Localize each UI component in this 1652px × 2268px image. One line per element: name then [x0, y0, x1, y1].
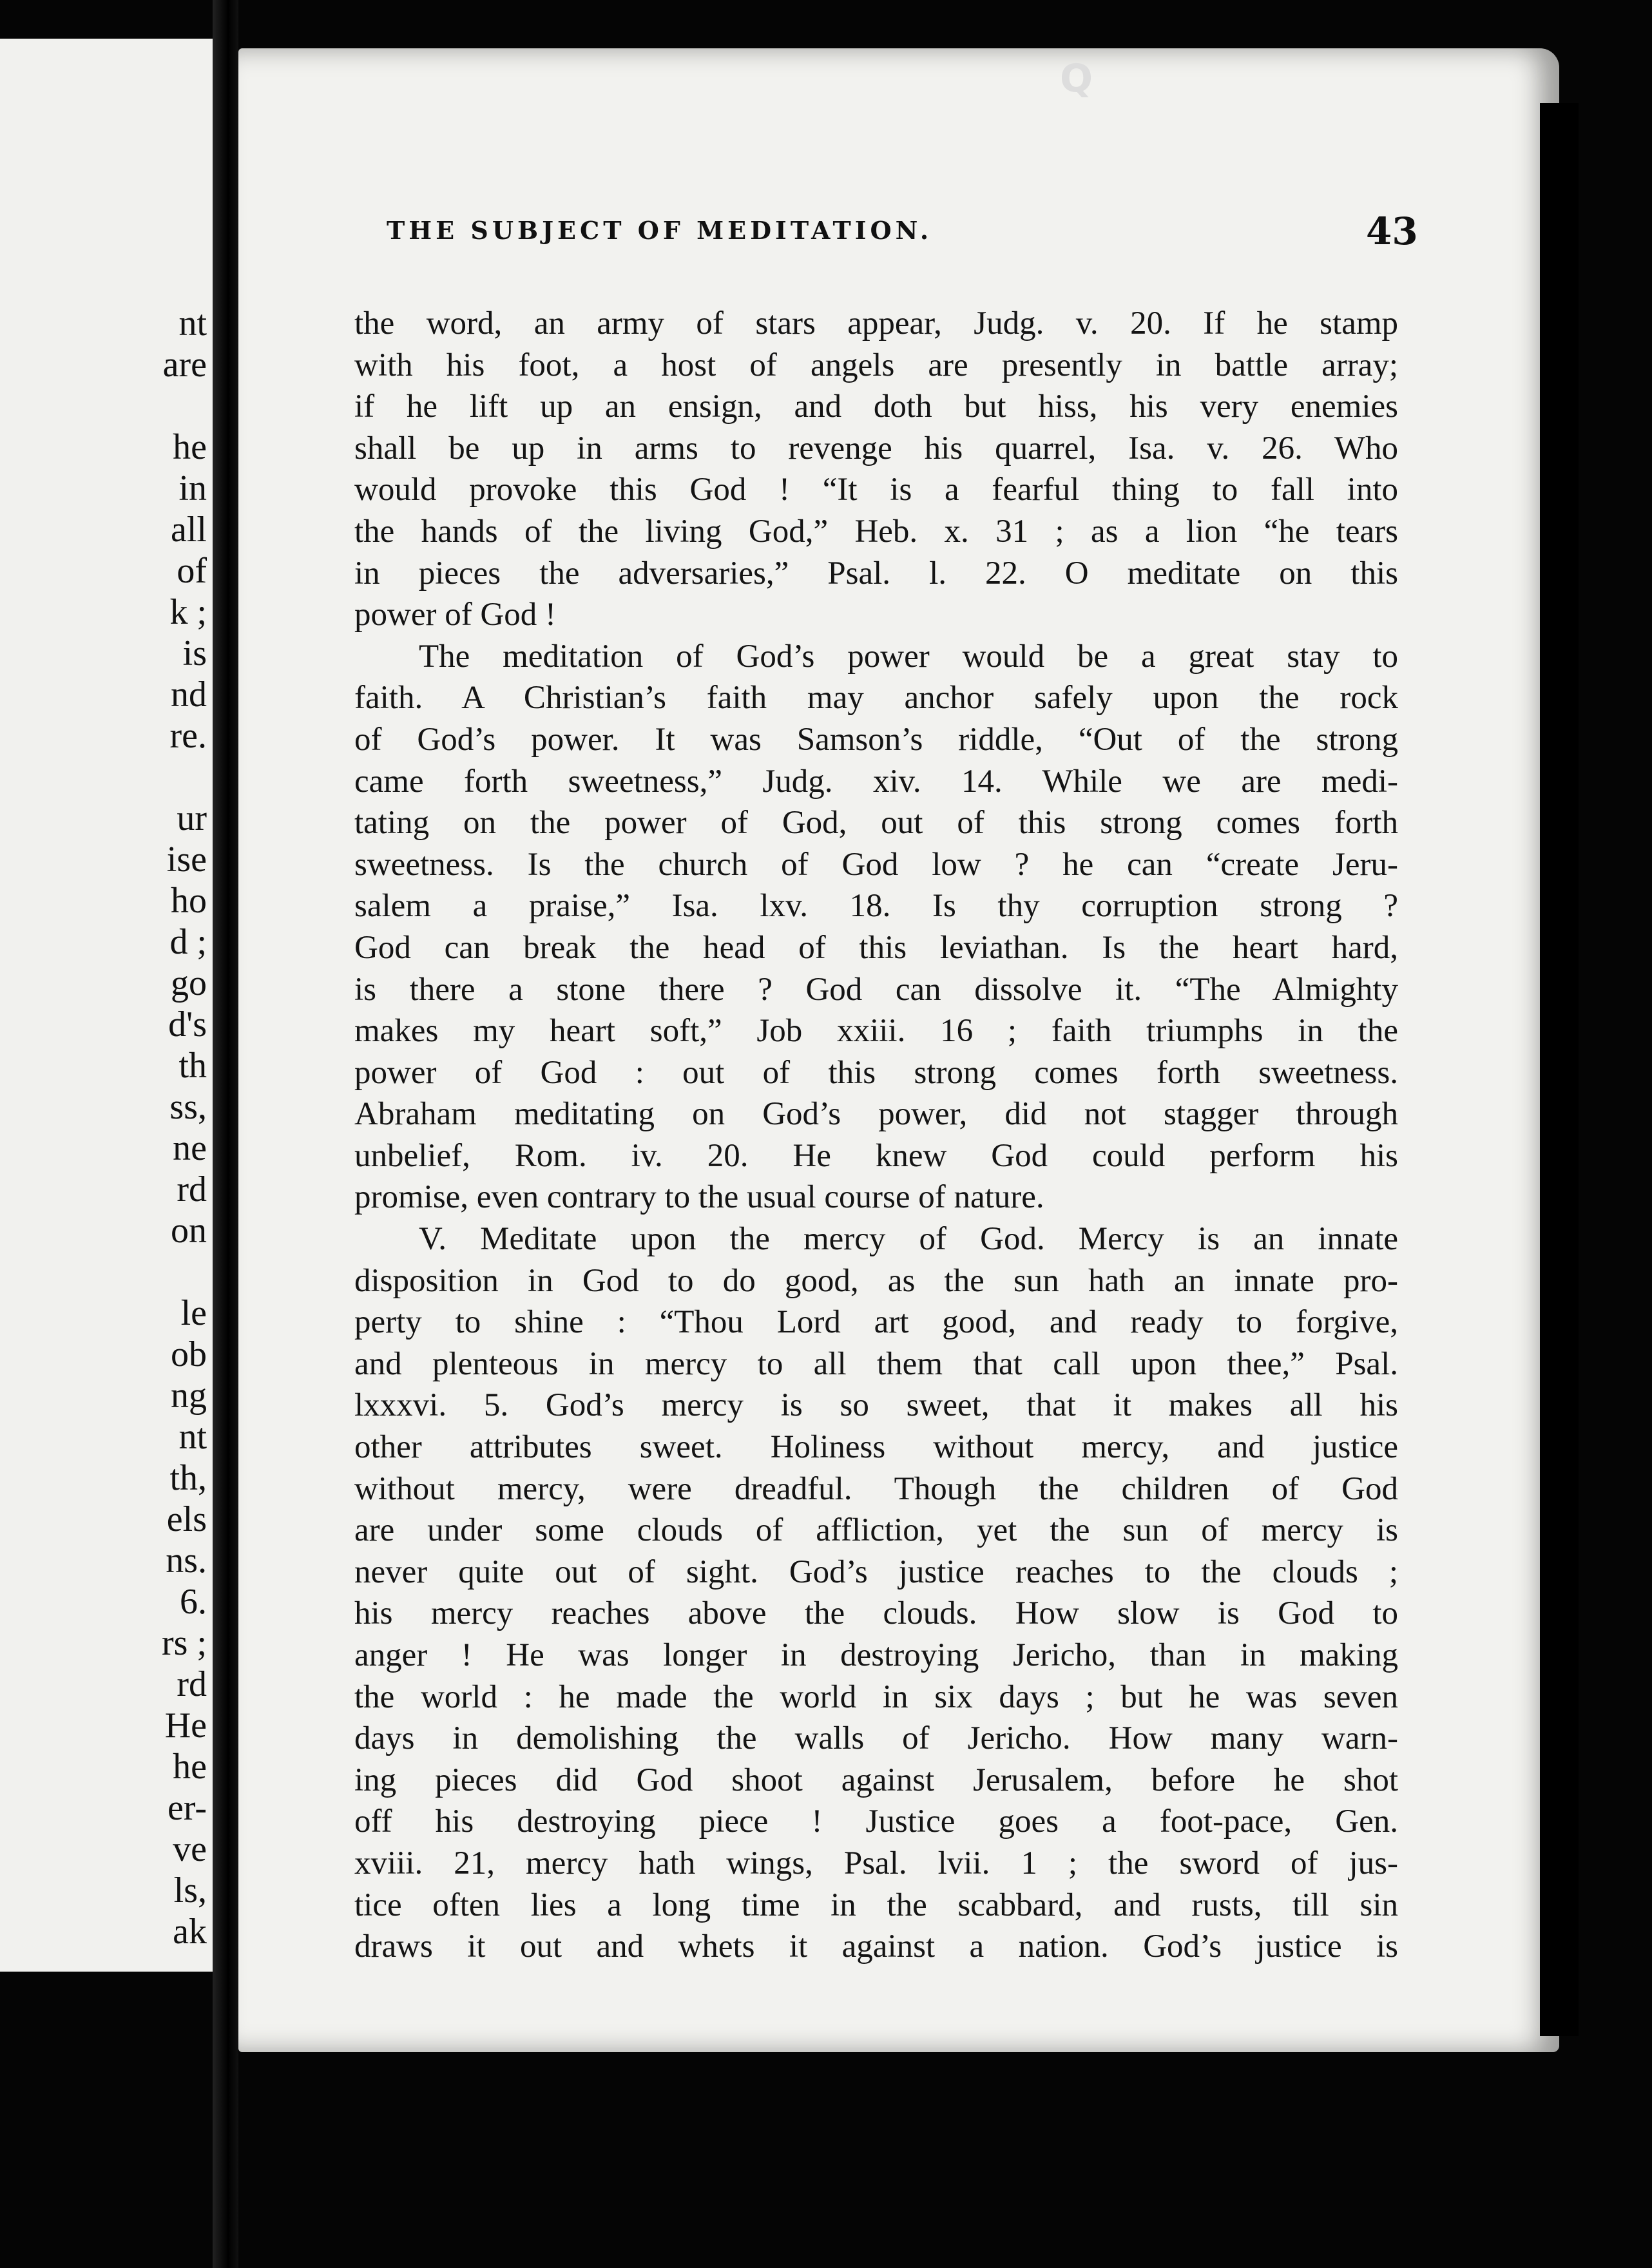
text-line: perty to shine : “Thou Lord art good, and ready to forgive,: [354, 1304, 1398, 1341]
text-line: ing pieces did God shoot against Jerusalem, before he shot: [354, 1762, 1398, 1798]
left-page-line-fragment: ng: [171, 1376, 207, 1416]
left-page-line-fragment: is: [182, 633, 207, 673]
left-page-line-fragment: er-: [167, 1788, 207, 1828]
body-text: [354, 303, 1398, 1968]
text-line: other attributes sweet. Holiness without mercy, and justice: [354, 1429, 1398, 1466]
text-line: tice often lies a long time in the scabbard, and rusts, till sin: [354, 1887, 1398, 1923]
left-page-line-fragment: nd: [171, 675, 207, 715]
left-page-line-fragment: ho: [171, 881, 207, 921]
left-page-line-fragment: ur: [177, 798, 207, 838]
text-line: makes my heart soft,” Job xxiii. 16 ; faith triumphs in the: [354, 1013, 1398, 1050]
left-page-line-fragment: le: [180, 1293, 207, 1333]
left-page-text-edge: [3, 303, 216, 1952]
text-line: power of God : out of this strong comes forth sweetness.: [354, 1054, 1398, 1091]
running-head-title: THE SUBJECT OF MEDITATION.: [387, 216, 933, 245]
left-page-fragment: [0, 39, 216, 1972]
text-line: off his destroying piece ! Justice goes a foot-pace, Gen.: [354, 1803, 1398, 1840]
text-line: anger ! He was longer in destroying Jericho, than in making: [354, 1637, 1398, 1673]
text-line: disposition in God to do good, as the sun hath an innate pro-: [354, 1262, 1398, 1299]
text-line: sweetness. Is the church of God low ? he can “create Jeru-: [354, 846, 1398, 883]
left-page-line-fragment: [3, 1251, 216, 1293]
text-line: never quite out of sight. God’s justice reaches to the clouds ;: [354, 1553, 1398, 1590]
left-page-line-fragment: els: [166, 1499, 207, 1539]
text-line: his mercy reaches above the clouds. How slow is God to: [354, 1595, 1398, 1632]
left-page-line-fragment: go: [171, 963, 207, 1003]
book-cover-edge: [1540, 103, 1579, 2036]
text-line: in pieces the adversaries,” Psal. l. 22. O meditate on this: [354, 555, 1398, 591]
text-line: came forth sweetness,” Judg. xiv. 14. While we are medi-: [354, 763, 1398, 800]
left-page-line-fragment: [3, 756, 216, 798]
left-page-line-fragment: ls,: [173, 1870, 207, 1910]
left-page-line-fragment: on: [171, 1211, 207, 1251]
left-page-line-fragment: [3, 385, 216, 427]
left-page-line-fragment: all: [171, 510, 207, 550]
text-line: Abraham meditating on God’s power, did not stagger through: [354, 1096, 1398, 1133]
text-line: unbelief, Rom. iv. 20. He knew God could perform his: [354, 1137, 1398, 1174]
text-line: of God’s power. It was Samson’s riddle, “Out of the strong: [354, 721, 1398, 758]
left-page-line-fragment: th,: [169, 1458, 207, 1498]
text-line: xviii. 21, mercy hath wings, Psal. lvii. 1 ; the sword of jus-: [354, 1845, 1398, 1881]
text-line: V. Meditate upon the mercy of God. Mercy is an innate: [419, 1221, 1398, 1258]
text-line: if he lift up an ensign, and doth but hiss, his very enemies: [354, 389, 1398, 425]
text-line: with his foot, a host of angels are presently in battle array;: [354, 347, 1398, 383]
left-page-line-fragment: ve: [173, 1829, 207, 1869]
left-page-line-fragment: ak: [173, 1912, 207, 1952]
left-page-line-fragment: ne: [173, 1128, 207, 1168]
text-line: the word, an army of stars appear, Judg. v. 20. If he stamp: [354, 305, 1398, 341]
left-page-line-fragment: he: [173, 1747, 207, 1787]
left-page-line-fragment: in: [178, 468, 207, 508]
text-line: is there a stone there ? God can dissolve it. “The Almighty: [354, 971, 1398, 1008]
left-page-line-fragment: re.: [169, 716, 207, 756]
left-page-line-fragment: d's: [168, 1004, 207, 1044]
text-line: days in demolishing the walls of Jericho. How many warn-: [354, 1720, 1398, 1757]
left-page-line-fragment: are: [162, 345, 207, 385]
left-page-line-fragment: he: [173, 427, 207, 467]
text-line: and plenteous in mercy to all them that call upon thee,” Psal.: [354, 1345, 1398, 1382]
left-page-line-fragment: d ;: [169, 922, 207, 962]
left-page-line-fragment: nt: [178, 303, 207, 343]
book-gutter: [213, 0, 238, 2268]
left-page-line-fragment: ss,: [169, 1087, 207, 1127]
text-line: lxxxvi. 5. God’s mercy is so sweet, that it makes all his: [354, 1387, 1398, 1424]
left-page-line-fragment: rs ;: [162, 1623, 207, 1663]
text-line: the hands of the living God,” Heb. x. 31 ; as a lion “he tears: [354, 513, 1398, 550]
left-page-line-fragment: rd: [177, 1169, 207, 1209]
left-page-line-fragment: th: [178, 1046, 207, 1086]
text-line: without mercy, were dreadful. Though the children of God: [354, 1470, 1398, 1507]
text-line: are under some clouds of affliction, yet the sun of mercy is: [354, 1512, 1398, 1549]
text-line: shall be up in arms to revenge his quarrel, Isa. v. 26. Who: [354, 430, 1398, 466]
left-page-line-fragment: rd: [177, 1664, 207, 1704]
text-line: God can break the head of this leviathan. Is the heart hard,: [354, 929, 1398, 966]
left-page-line-fragment: k ;: [169, 592, 207, 632]
left-page-line-fragment: ob: [171, 1334, 207, 1374]
running-head: [387, 190, 1417, 255]
page-stamp-mark: Q: [1060, 56, 1093, 101]
left-page-line-fragment: 6.: [180, 1582, 207, 1622]
text-line: promise, even contrary to the usual course of nature.: [354, 1179, 1044, 1216]
left-page-line-fragment: nt: [178, 1417, 207, 1457]
left-page-line-fragment: of: [177, 551, 207, 591]
left-page-line-fragment: He: [164, 1706, 207, 1745]
text-line: tating on the power of God, out of this strong comes forth: [354, 805, 1398, 841]
text-line: salem a praise,” Isa. lxv. 18. Is thy corruption strong ?: [354, 888, 1398, 925]
page-number: 43: [1366, 209, 1418, 253]
text-line: would provoke this God ! “It is a fearful thing to fall into: [354, 472, 1398, 508]
left-page-line-fragment: ns.: [166, 1541, 207, 1581]
text-line: The meditation of God’s power would be a great stay to: [419, 638, 1398, 675]
text-line: power of God !: [354, 597, 556, 633]
text-line: draws it out and whets it against a nation. God’s justice is: [354, 1928, 1398, 1965]
text-line: the world : he made the world in six days ; but he was seven: [354, 1678, 1398, 1715]
left-page-line-fragment: ise: [166, 840, 207, 879]
text-line: faith. A Christian’s faith may anchor safely upon the rock: [354, 680, 1398, 716]
